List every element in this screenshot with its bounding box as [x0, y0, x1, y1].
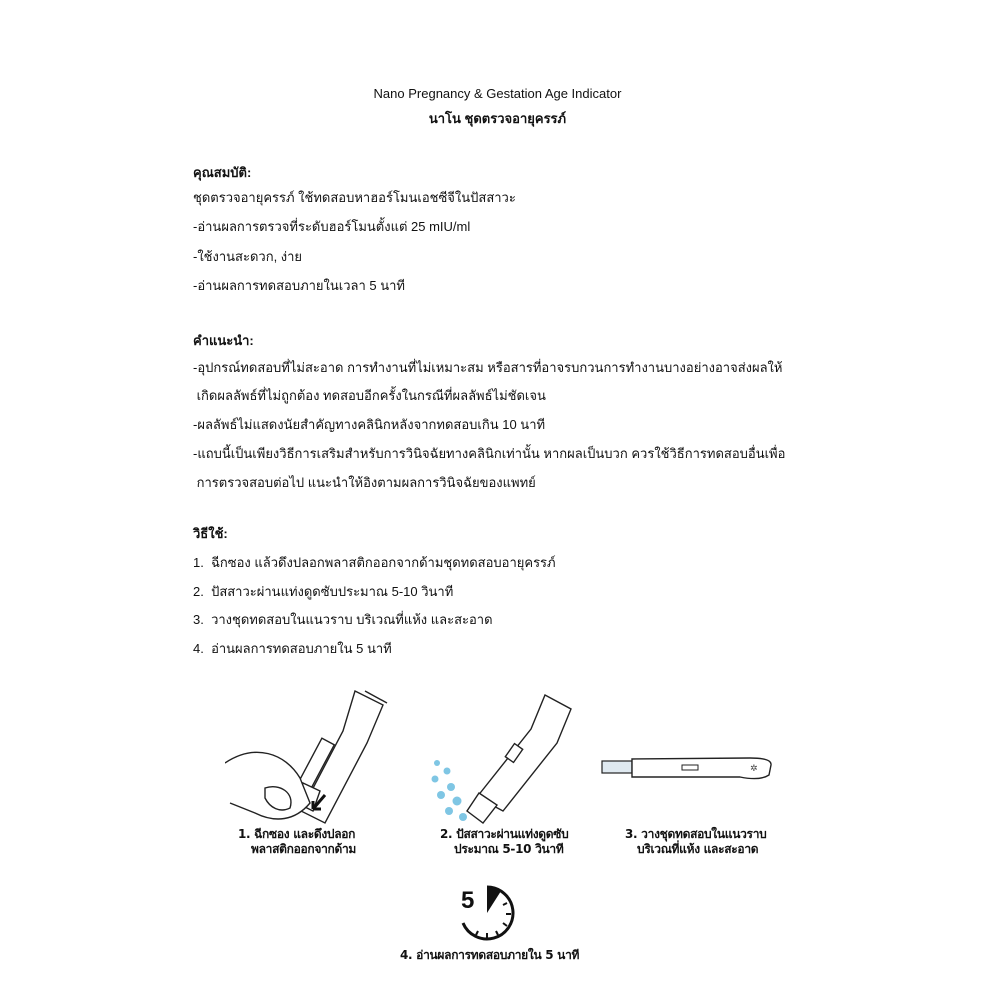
illustration-caption: ประมาณ 5-10 วินาที — [454, 842, 564, 856]
advice-line: เกิดผลลัพธ์ที่ไม่ถูกต้อง ทดสอบอีกครั้งในกรณีที่ผลลัพธ์ไม่ชัดเจน — [193, 388, 546, 403]
illustration-test-flat — [600, 755, 775, 785]
illustration-caption: บริเวณที่แห้ง และสะอาด — [637, 842, 759, 856]
illustration-urine-stream — [425, 683, 575, 828]
features-line: -อ่านผลการตรวจที่ระดับฮอร์โมนตั้งแต่ 25 mIU/ml — [193, 219, 471, 234]
advice-line: การตรวจสอบต่อไป แนะนำให้อิงตามผลการวินิจฉัยของแพทย์ — [193, 475, 536, 490]
usage-heading: วิธีใช้: — [193, 526, 228, 541]
usage-step: 4. อ่านผลการทดสอบภายใน 5 นาที — [193, 641, 392, 656]
features-line: -ใช้งานสะดวก, ง่าย — [193, 249, 303, 264]
svg-text:✲: ✲ — [750, 763, 758, 773]
features-heading: คุณสมบัติ: — [193, 165, 252, 180]
advice-line: -แถบนี้เป็นเพียงวิธีการเสริมสำหรับการวินิจฉัยทางคลินิกเท่านั้น หากผลเป็นบวก ควรใช้วิธีการทดสอบอื่นเพื่อ — [193, 446, 786, 461]
timer-number: 5 — [461, 887, 475, 914]
features-line: -อ่านผลการทดสอบภายในเวลา 5 นาที — [193, 278, 406, 293]
title-thai: นาโน ชุดตรวจอายุครรภ์ — [428, 111, 567, 126]
advice-line: -อุปกรณ์ทดสอบที่ไม่สะอาด การทำงานที่ไม่เหมาะสม หรือสารที่อาจรบกวนการทำงานบางอย่างอาจส่งผลให้ — [193, 360, 783, 375]
water-drops-icon — [432, 760, 468, 821]
advice-line: -ผลลัพธ์ไม่แสดงนัยสำคัญทางคลินิกหลังจากทดสอบเกิน 10 นาที — [193, 417, 546, 432]
usage-step: 3. วางชุดทดสอบในแนวราบ บริเวณที่แห้ง และสะอาด — [193, 612, 493, 627]
illustration-caption: 2. ปัสสาวะผ่านแท่งดูดซับ — [440, 827, 569, 841]
illustration-caption: 4. อ่านผลการทดสอบภายใน 5 นาที — [400, 948, 580, 962]
usage-step: 1. ฉีกซอง แล้วดึงปลอกพลาสติกออกจากด้ามชุดทดสอบอายุครรภ์ — [193, 555, 556, 570]
illustration-caption: พลาสติกออกจากด้าม — [251, 842, 357, 856]
illustration-remove-cap — [225, 683, 415, 828]
usage-step: 2. ปัสสาวะผ่านแท่งดูดซับประมาณ 5-10 วินาที — [193, 584, 454, 599]
illustration-caption: 1. ฉีกซอง และดึงปลอก — [238, 827, 356, 841]
title-english: Nano Pregnancy & Gestation Age Indicator — [373, 86, 622, 101]
features-line: ชุดตรวจอายุครรภ์ ใช้ทดสอบหาฮอร์โมนเอชซีจีในปัสสาวะ — [193, 190, 516, 205]
advice-heading: คำแนะนำ: — [193, 333, 254, 348]
illustration-caption: 3. วางชุดทดสอบในแนวราบ — [625, 827, 767, 841]
